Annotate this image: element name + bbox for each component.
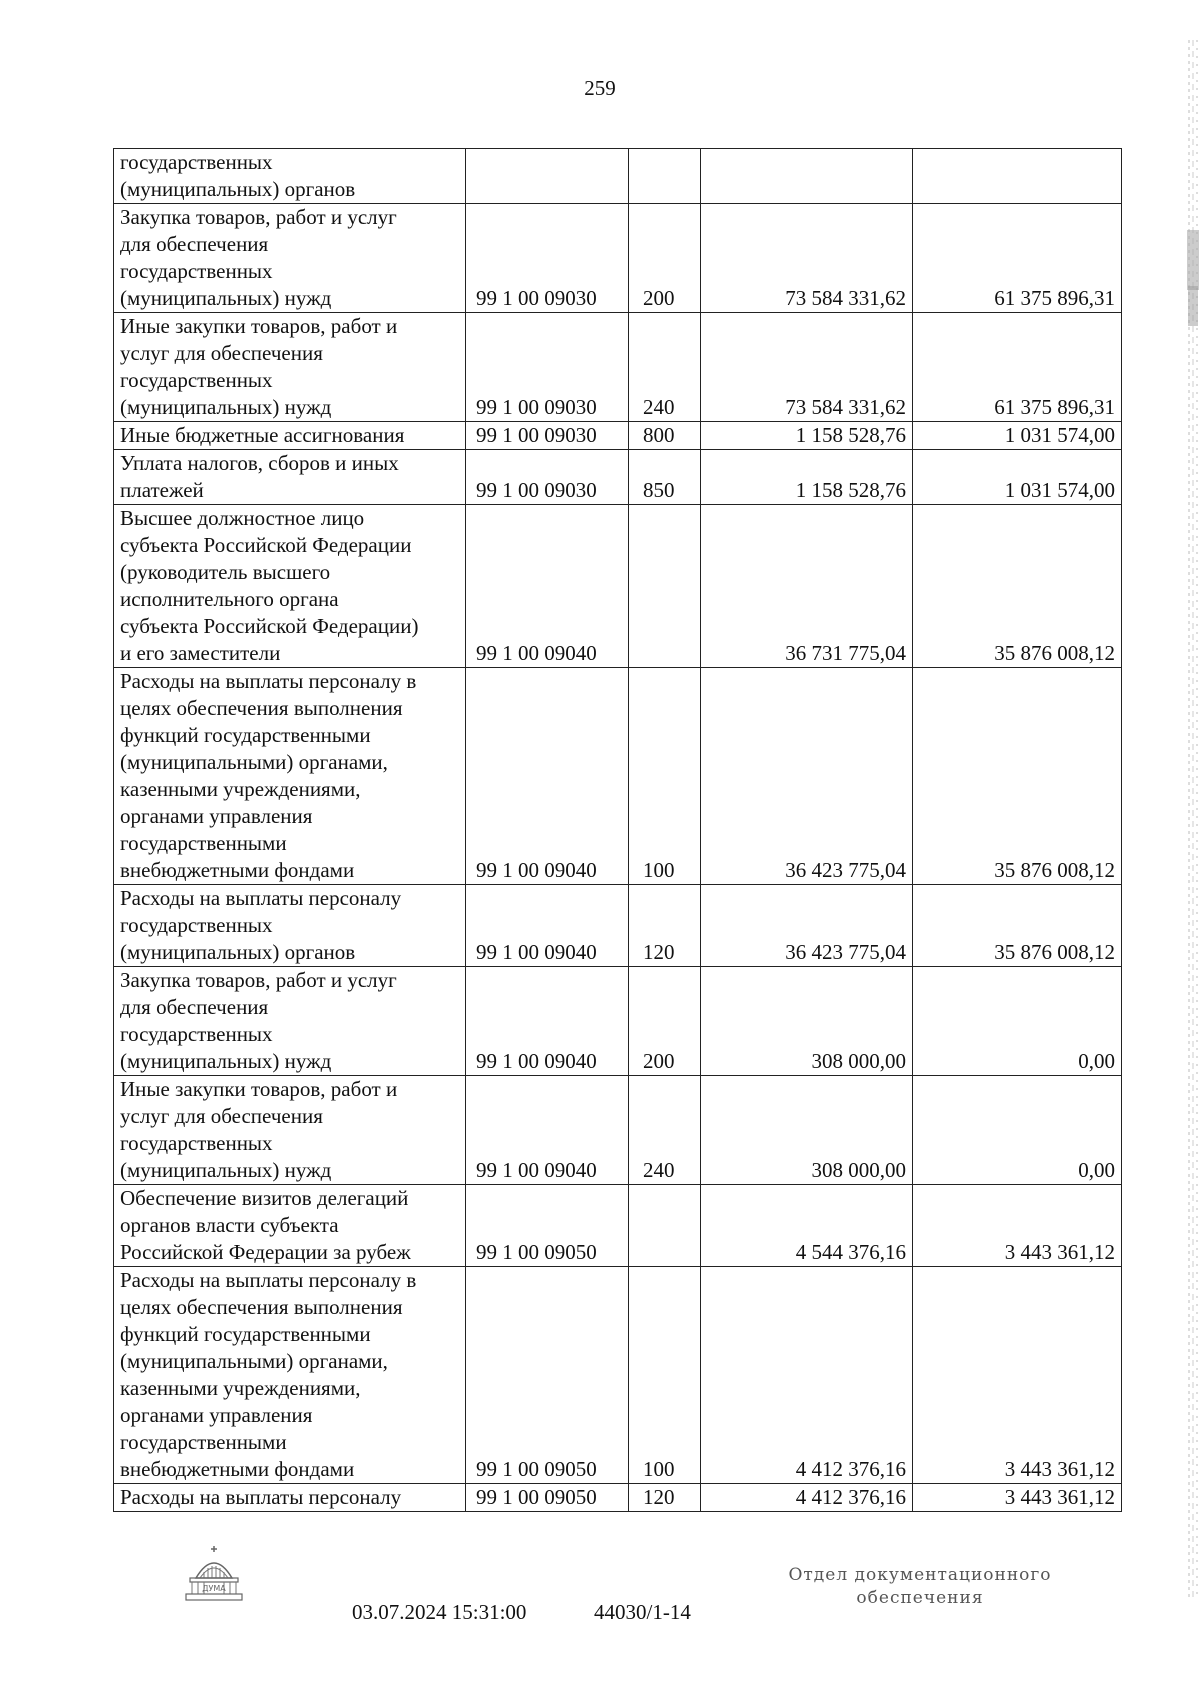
row-code-cell bbox=[466, 149, 629, 204]
row-type-cell bbox=[629, 149, 701, 204]
svg-text:ДУМА: ДУМА bbox=[202, 1584, 226, 1593]
table-row bbox=[114, 885, 1122, 967]
row-amount-2024-cell: 4 544 376,16 bbox=[701, 1185, 913, 1267]
table-row bbox=[114, 668, 1122, 885]
row-type-cell: 100 bbox=[629, 668, 701, 885]
row-amount-2025-cell: 1 031 574,00 bbox=[913, 422, 1122, 450]
row-amount-2024-cell: 1 158 528,76 bbox=[701, 422, 913, 450]
row-type-cell: 850 bbox=[629, 450, 701, 505]
row-code-cell: 99 1 00 09030 bbox=[466, 313, 629, 422]
row-name-cell: Закупка товаров, работ и услуг для обеспечения государственных (муниципальных) нужд bbox=[114, 967, 466, 1076]
row-name-cell: Иные бюджетные ассигнования bbox=[114, 422, 466, 450]
row-type-cell: 200 bbox=[629, 204, 701, 313]
row-name-cell: Иные закупки товаров, работ и услуг для обеспечения государственных (муниципальных) нужд bbox=[114, 1076, 466, 1185]
scan-edge-marks bbox=[1186, 40, 1200, 1600]
row-code-cell: 99 1 00 09040 bbox=[466, 885, 629, 967]
footer-doc-number: 44030/1-14 bbox=[594, 1600, 691, 1624]
table-row bbox=[114, 450, 1122, 505]
row-type-cell: 240 bbox=[629, 313, 701, 422]
row-amount-2025-cell: 3 443 361,12 bbox=[913, 1185, 1122, 1267]
row-amount-2025-cell: 3 443 361,12 bbox=[913, 1267, 1122, 1484]
page-number: 259 bbox=[584, 76, 616, 100]
row-amount-2024-cell: 36 423 775,04 bbox=[701, 885, 913, 967]
row-code-cell: 99 1 00 09040 bbox=[466, 1076, 629, 1185]
table-row bbox=[114, 1267, 1122, 1484]
row-amount-2024-cell: 1 158 528,76 bbox=[701, 450, 913, 505]
row-name-cell: Высшее должностное лицо субъекта Российской Федерации (руководитель высшего исполнительного органа субъекта Российской Федерации) и его заместители bbox=[114, 505, 466, 668]
row-type-cell: 120 bbox=[629, 1484, 701, 1512]
table-row bbox=[114, 1185, 1122, 1267]
row-amount-2024-cell: 4 412 376,16 bbox=[701, 1484, 913, 1512]
row-name-cell: Расходы на выплаты персоналу в целях обеспечения выполнения функций государственными (муниципальными) органами, казенными учреждениями, органами управления государственными внебюджетными фондами bbox=[114, 668, 466, 885]
row-name-cell: Иные закупки товаров, работ и услуг для обеспечения государственных (муниципальных) нужд bbox=[114, 313, 466, 422]
row-amount-2024-cell: 73 584 331,62 bbox=[701, 313, 913, 422]
table-body bbox=[114, 149, 1122, 1512]
row-name-cell: Расходы на выплаты персоналу государственных (муниципальных) органов bbox=[114, 885, 466, 967]
table-row bbox=[114, 149, 1122, 204]
row-name-cell: Расходы на выплаты персоналу в целях обеспечения выполнения функций государственными (муниципальными) органами, казенными учреждениями, органами управления государственными внебюджетными фондами bbox=[114, 1267, 466, 1484]
row-type-cell: 800 bbox=[629, 422, 701, 450]
table-row bbox=[114, 1076, 1122, 1185]
row-type-cell: 100 bbox=[629, 1267, 701, 1484]
row-code-cell: 99 1 00 09050 bbox=[466, 1185, 629, 1267]
row-amount-2024-cell: 73 584 331,62 bbox=[701, 204, 913, 313]
row-code-cell: 99 1 00 09030 bbox=[466, 450, 629, 505]
row-amount-2025-cell: 0,00 bbox=[913, 1076, 1122, 1185]
table-row bbox=[114, 422, 1122, 450]
row-type-cell bbox=[629, 1185, 701, 1267]
row-amount-2024-cell: 4 412 376,16 bbox=[701, 1267, 913, 1484]
row-amount-2024-cell: 308 000,00 bbox=[701, 967, 913, 1076]
row-amount-2025-cell: 35 876 008,12 bbox=[913, 885, 1122, 967]
table-row bbox=[114, 967, 1122, 1076]
row-amount-2025-cell: 35 876 008,12 bbox=[913, 505, 1122, 668]
row-amount-2024-cell: 36 731 775,04 bbox=[701, 505, 913, 668]
row-amount-2025-cell: 0,00 bbox=[913, 967, 1122, 1076]
row-code-cell: 99 1 00 09050 bbox=[466, 1267, 629, 1484]
row-amount-2025-cell: 35 876 008,12 bbox=[913, 668, 1122, 885]
table-row bbox=[114, 204, 1122, 313]
row-amount-2025-cell bbox=[913, 149, 1122, 204]
row-name-cell: государственных (муниципальных) органов bbox=[114, 149, 466, 204]
footer-date: 03.07.2024 15:31:00 bbox=[352, 1600, 527, 1624]
row-name-cell: Уплата налогов, сборов и иных платежей bbox=[114, 450, 466, 505]
row-code-cell: 99 1 00 09050 bbox=[466, 1484, 629, 1512]
row-code-cell: 99 1 00 09040 bbox=[466, 967, 629, 1076]
row-name-cell: Обеспечение визитов делегаций органов власти субъекта Российской Федерации за рубеж bbox=[114, 1185, 466, 1267]
table-row bbox=[114, 313, 1122, 422]
row-amount-2024-cell: 36 423 775,04 bbox=[701, 668, 913, 885]
row-name-cell: Расходы на выплаты персоналу bbox=[114, 1484, 466, 1512]
row-type-cell bbox=[629, 505, 701, 668]
row-type-cell: 240 bbox=[629, 1076, 701, 1185]
department-stamp-text: Отдел документационного обеспечения bbox=[788, 1565, 1052, 1608]
row-code-cell: 99 1 00 09030 bbox=[466, 422, 629, 450]
table-row bbox=[114, 1484, 1122, 1512]
budget-table bbox=[113, 148, 1122, 1512]
row-amount-2024-cell: 308 000,00 bbox=[701, 1076, 913, 1185]
row-amount-2025-cell: 61 375 896,31 bbox=[913, 204, 1122, 313]
department-stamp bbox=[770, 1564, 1070, 1610]
row-amount-2025-cell: 1 031 574,00 bbox=[913, 450, 1122, 505]
row-code-cell: 99 1 00 09040 bbox=[466, 668, 629, 885]
duma-logo-icon bbox=[182, 1544, 246, 1604]
row-amount-2024-cell bbox=[701, 149, 913, 204]
row-amount-2025-cell: 61 375 896,31 bbox=[913, 313, 1122, 422]
row-name-cell: Закупка товаров, работ и услуг для обеспечения государственных (муниципальных) нужд bbox=[114, 204, 466, 313]
row-code-cell: 99 1 00 09030 bbox=[466, 204, 629, 313]
row-type-cell: 120 bbox=[629, 885, 701, 967]
row-amount-2025-cell: 3 443 361,12 bbox=[913, 1484, 1122, 1512]
row-type-cell: 200 bbox=[629, 967, 701, 1076]
table-row bbox=[114, 505, 1122, 668]
row-code-cell: 99 1 00 09040 bbox=[466, 505, 629, 668]
